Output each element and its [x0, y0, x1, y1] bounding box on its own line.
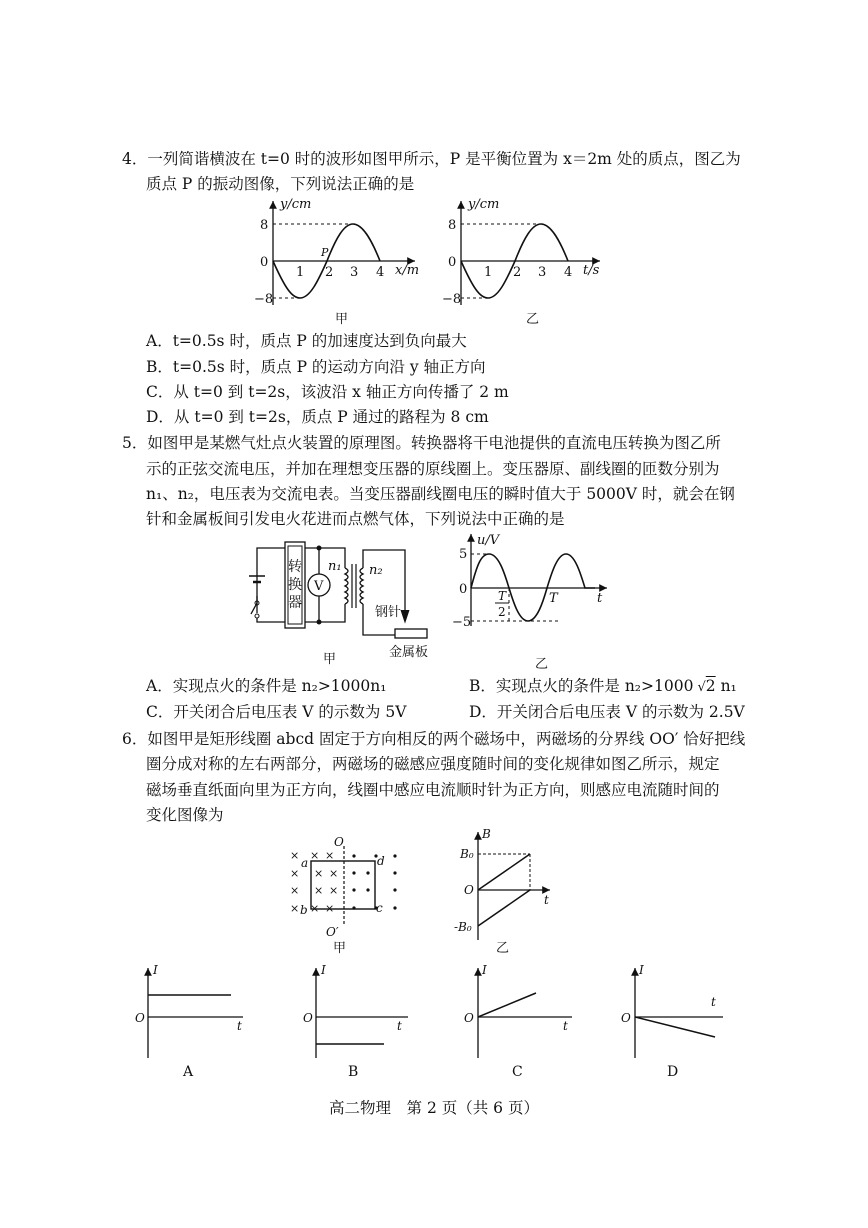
q6-choice-b-graph [300, 960, 420, 1080]
q4a-xtick-4: 4 [376, 265, 385, 280]
choice-a-origin: O [135, 1011, 145, 1025]
q5-option-b-sqrt: 2 [705, 677, 716, 695]
choice-c-line [478, 993, 536, 1017]
q6b-origin: O [464, 883, 474, 897]
q4b-xtick-4: 4 [564, 265, 573, 280]
q4a-ytick-neg8: −8 [254, 292, 274, 307]
q5-option-d: D．开关闭合后电压表 V 的示数为 2.5V [469, 703, 745, 721]
q5-stem-line3: n₁、n₂，电压表为交流电表。当变压器副线圈电压的瞬时值大于 5000V 时，就会在钢 [146, 485, 735, 503]
q6a-caption: 甲 [333, 941, 347, 954]
q4a-ylabel: y/cm [280, 197, 312, 212]
q4a-xtick-3: 3 [350, 265, 359, 280]
converter-char2: 换 [288, 577, 302, 593]
choice-d-label: D [667, 1064, 679, 1080]
q4b-ytick-0: 0 [448, 255, 457, 270]
q5a-caption: 甲 [323, 652, 337, 667]
q5-option-c: C．开关闭合后电压表 V 的示数为 5V [146, 703, 407, 721]
q6b-ylabel: B [482, 828, 491, 841]
q6-stem-line2: 圈分成对称的左右两部分，两磁场的磁感应强度随时间的变化规律如图乙所示，规定 [146, 755, 720, 773]
q4-option-b: B．t=0.5s 时，质点 P 的运动方向沿 y 轴正方向 [146, 358, 486, 376]
q4a-ytick-8: 8 [260, 218, 269, 233]
q5b-xlabel: t [597, 591, 603, 606]
q6b-caption: 乙 [496, 941, 510, 954]
q5b-ytick-0: 0 [459, 582, 468, 597]
svg-text:×: × [329, 867, 339, 880]
q6-choice-a-graph [133, 960, 253, 1080]
q4-option-a: A．t=0.5s 时，质点 P 的加速度达到负向最大 [146, 332, 467, 350]
converter-char3: 器 [288, 595, 302, 611]
q4-stem-line2: 质点 P 的振动图像，下列说法正确的是 [146, 175, 415, 193]
q6-choice-d-graph [615, 960, 735, 1080]
q6b-rising-line [478, 854, 530, 890]
q4-option-d: D．从 t=0 到 t=2s，质点 P 通过的路程为 8 cm [146, 408, 489, 426]
q4b-xtick-3: 3 [538, 265, 547, 280]
q6-stem-line4: 变化图像为 [146, 806, 224, 824]
q6b-lower-line [478, 890, 530, 926]
field-into-page-marks [290, 849, 338, 915]
q4b-ylabel: y/cm [468, 197, 500, 212]
q4b-ytick-8: 8 [448, 218, 457, 233]
q5b-half-period-num: T [498, 589, 507, 603]
plate-label: 金属板 [389, 645, 429, 660]
q4-wave-graph [240, 193, 430, 328]
svg-text:×: × [325, 902, 335, 915]
n1-label: n₁ [328, 559, 342, 574]
svg-text:×: × [314, 884, 324, 897]
choice-d-ylabel: I [639, 963, 644, 977]
svg-text:×: × [290, 884, 300, 897]
q6-stem-line3: 磁场垂直纸面向里为正方向，线圈中感应电流顺时针为正方向，则感应电流随时间的 [146, 781, 720, 799]
q5-option-a: A．实现点火的条件是 n₂>1000n₁ [146, 677, 387, 695]
choice-c-ylabel: I [482, 963, 487, 977]
label-b: b [300, 903, 308, 917]
voltmeter-label: V [314, 579, 324, 594]
q4-option-c: C．从 t=0 到 t=2s，该波沿 x 轴正方向传播了 2 m [146, 383, 509, 401]
q4a-xtick-2: 2 [325, 265, 334, 280]
q5b-ytick-neg5: −5 [452, 615, 472, 630]
q4b-xlabel: t/s [583, 263, 600, 278]
svg-text:×: × [290, 867, 300, 880]
q5b-ytick-5: 5 [459, 547, 468, 562]
q4a-xtick-1: 1 [296, 265, 305, 280]
choice-d-line [635, 1017, 715, 1037]
converter-char1: 转 [288, 559, 302, 575]
q5-stem-line4: 针和金属板间引发电火花进而点燃气体，下列说法中正确的是 [146, 510, 565, 528]
q5-stem-line2: 示的正弦交流电压，并加在理想变压器的原线圈上。变压器原、副线圈的匝数分别为 [146, 460, 720, 478]
label-a: a [301, 856, 309, 870]
choice-b-xlabel: t [397, 1019, 402, 1033]
choice-b-ylabel: I [321, 963, 326, 977]
label-o-top: O [334, 835, 344, 849]
q6b-neg-b0: -B₀ [454, 920, 472, 934]
choice-d-origin: O [621, 1011, 631, 1025]
q5-circuit-diagram [245, 538, 445, 673]
choice-b-label: B [348, 1064, 359, 1080]
q5b-period: T [549, 591, 558, 606]
q4b-xtick-1: 1 [484, 265, 493, 280]
label-c: c [376, 901, 383, 915]
choice-a-ylabel: I [153, 963, 158, 977]
choice-d-xlabel: t [711, 995, 716, 1009]
label-o-bottom: O′ [326, 925, 339, 939]
q6-field-graph [452, 828, 564, 954]
page-footer: 高二物理 第 2 页（共 6 页） [329, 1099, 539, 1117]
q6-coil-diagram [282, 832, 412, 954]
needle-tip [401, 610, 409, 622]
choice-a-xlabel: t [237, 1019, 242, 1033]
svg-text:×: × [325, 849, 335, 862]
q4b-xtick-2: 2 [513, 265, 522, 280]
svg-text:×: × [290, 849, 300, 862]
n2-label: n₂ [369, 563, 383, 578]
q4a-xlabel: x/m [395, 263, 420, 278]
q5-voltage-graph [447, 530, 617, 670]
choice-b-origin: O [303, 1011, 313, 1025]
q6b-xlabel: t [544, 893, 549, 907]
q6-choice-c-graph [460, 960, 580, 1080]
q4a-ytick-0: 0 [260, 255, 269, 270]
q5b-ylabel: u/V [477, 533, 500, 548]
q5-stem-line1: 5．如图甲是某燃气灶点火装置的原理图。转换器将干电池提供的直流电压转换为图乙所 [122, 434, 721, 452]
choice-c-origin: O [464, 1011, 474, 1025]
q5-option-b-text: B．实现点火的条件是 n₂>1000 [469, 677, 694, 695]
primary-coil [345, 568, 348, 604]
svg-text:×: × [329, 884, 339, 897]
q4a-caption: 甲 [335, 312, 349, 327]
q4-stem-line1: 4．一列简谐横波在 t=0 时的波形如图甲所示，P 是平衡位置为 x＝2m 处的质点，图乙为 [122, 150, 741, 168]
q5b-caption: 乙 [535, 657, 549, 670]
q5-option-b-tail: n₁ [720, 677, 737, 695]
q5b-half-period-den: 2 [498, 605, 506, 619]
q6b-b0: B₀ [460, 847, 474, 861]
needle-label: 钢针 [375, 605, 402, 620]
q4a-point-p: P [321, 246, 329, 259]
svg-text:×: × [310, 849, 320, 862]
q4b-ytick-neg8: −8 [442, 292, 462, 307]
svg-text:×: × [310, 902, 320, 915]
q6-stem-line1: 6．如图甲是矩形线圈 abcd 固定于方向相反的两个磁场中，两磁场的分界线 OO′ 恰好把线 [122, 730, 746, 748]
sqrt-sign: √ [697, 680, 706, 695]
secondary-coil [360, 568, 363, 604]
metal-plate [395, 629, 427, 638]
q4-vibration-graph [428, 193, 618, 328]
label-d: d [377, 854, 385, 868]
choice-a-label: A [183, 1064, 194, 1080]
choice-c-label: C [512, 1064, 523, 1080]
q4b-caption: 乙 [526, 312, 540, 327]
svg-text:×: × [314, 867, 324, 880]
q5-option-b [469, 675, 737, 699]
choice-c-xlabel: t [563, 1019, 568, 1033]
svg-text:×: × [290, 902, 300, 915]
